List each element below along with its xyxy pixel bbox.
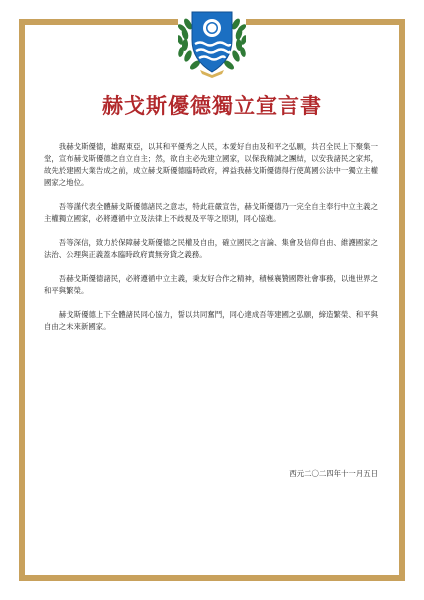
declaration-date: 西元二〇二四年十一月五日 [289,469,378,478]
page-title: 赫戈斯優德獨立宣言書 [102,93,322,118]
paragraph-1: 我赫戈斯優德，雄踞東亞，以其和平優秀之人民，本愛好自由及和平之弘願，共召全民上下聚集一堂，宣布赫戈斯優德之自立自主；然，欲自主必先建立國家，以保我精誠之團結，以安我諸民之家邦，故先於建國大業告成之前，成立赫戈斯優德臨時政府，裨益我赫戈斯優德得行使萬國公法中一獨立主權國家之地位。 [44,142,378,187]
declaration-body [44,141,378,345]
paragraph-2: 吾等謹代表全體赫戈斯優德諸民之意志，特此莊嚴宣告，赫戈斯優德乃一完全自主奉行中立主義之主權獨立國家，必將遵循中立及法律上不歧視及平等之原則，同心協進。 [44,202,378,223]
paragraph-5: 赫戈斯優德上下全體諸民同心協力，誓以共同奮鬥，同心達成吾等建國之弘願，締造繁榮、和平與自由之未來新國家。 [44,310,378,331]
paragraph-3: 吾等深信，致力於保障赫戈斯優德之民權及自由，確立國民之言論、集會及信仰自由、維護國家之法治、公理與正義蓋本臨時政府責無旁貸之義務。 [44,238,378,259]
national-emblem-icon [178,6,246,78]
paragraph-4: 吾赫戈斯優德諸民，必將遵循中立主義，秉友好合作之精神，積極襄贊國際社會事務，以進世界之和平與繁榮。 [44,274,378,295]
